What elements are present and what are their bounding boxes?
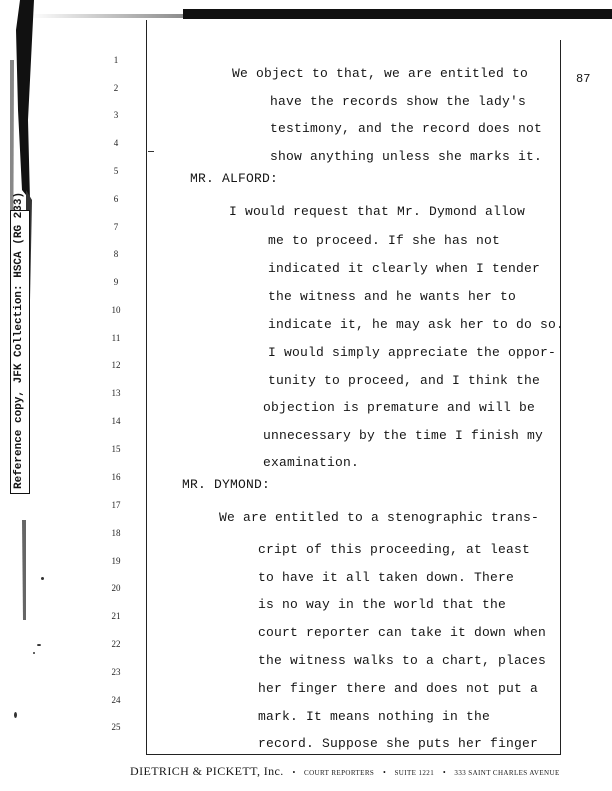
transcript-line: is no way in the world that the	[258, 597, 507, 612]
line-number: 14	[111, 416, 121, 426]
speaker-label: MR. ALFORD:	[190, 171, 279, 186]
transcript-line: objection is premature and will be	[263, 400, 536, 415]
line-number: 12	[111, 360, 121, 370]
transcript-line: cript of this proceeding, at least	[258, 542, 531, 557]
reference-copy-stamp: Reference copy, JFK Collection: HSCA (RG 233)	[10, 210, 30, 494]
transcript-line: her finger there and does not put a	[258, 681, 539, 696]
scan-top-bar	[183, 9, 612, 19]
transcript-line: testimony, and the record does not	[270, 121, 543, 136]
line-number: 8	[113, 249, 119, 259]
line-number: 24	[111, 695, 121, 705]
line-number: 9	[113, 277, 119, 287]
line-number: 16	[111, 472, 121, 482]
transcript-line: indicate it, he may ask her to do so.	[268, 317, 565, 332]
line-number: 1	[113, 55, 119, 65]
line-number: 13	[111, 388, 121, 398]
line-number: 21	[111, 611, 121, 621]
transcript-line: the witness walks to a chart, places	[258, 653, 547, 668]
margin-line-left	[146, 20, 147, 755]
line-number: 4	[113, 138, 119, 148]
bullet-separator: •	[382, 768, 386, 777]
transcript-line: unnecessary by the time I finish my	[263, 428, 544, 443]
transcript-line: record. Suppose she puts her finger	[258, 736, 539, 751]
transcript-line: show anything unless she marks it.	[270, 149, 543, 164]
line-number: 10	[111, 305, 121, 315]
transcript-line: the witness and he wants her to	[268, 289, 517, 304]
line-number: 2	[113, 83, 119, 93]
transcript-line: court reporter can take it down when	[258, 625, 547, 640]
bullet-separator: •	[442, 768, 446, 777]
court-reporter-footer	[130, 764, 560, 779]
transcript-line: We object to that, we are entitled to	[232, 66, 529, 81]
transcript-line: mark. It means nothing in the	[258, 709, 491, 724]
transcript-line: tunity to proceed, and I think the	[268, 373, 541, 388]
line-number: 11	[111, 333, 121, 343]
stray-mark	[148, 151, 154, 152]
margin-line-right	[560, 40, 561, 755]
page-number: 87	[576, 72, 591, 86]
line-number: 3	[113, 110, 119, 120]
bullet-separator: •	[292, 768, 296, 777]
margin-line-bottom	[146, 754, 561, 755]
line-number: 20	[111, 583, 121, 593]
transcript-line: I would request that Mr. Dymond allow	[229, 204, 526, 219]
transcript-line: to have it all taken down. There	[258, 570, 515, 585]
transcript-line: indicated it clearly when I tender	[268, 261, 541, 276]
line-number: 15	[111, 444, 121, 454]
firm-role: COURT REPORTERS	[304, 769, 375, 777]
scan-speck	[14, 712, 17, 718]
transcript-line: We are entitled to a stenographic trans-	[219, 510, 540, 525]
line-number: 19	[111, 556, 121, 566]
firm-name: DIETRICH & PICKETT, Inc.	[130, 764, 284, 778]
firm-address: 333 SAINT CHARLES AVENUE	[454, 769, 560, 777]
speaker-label: MR. DYMOND:	[182, 477, 271, 492]
line-number: 17	[111, 500, 121, 510]
transcript-line: me to proceed. If she has not	[268, 233, 501, 248]
transcript-line: examination.	[263, 455, 360, 470]
transcript-line: have the records show the lady's	[270, 94, 527, 109]
scan-top-fade	[30, 14, 183, 18]
scan-speck	[41, 577, 44, 580]
line-number: 7	[113, 222, 119, 232]
line-number: 6	[113, 194, 119, 204]
scan-speck	[37, 644, 41, 646]
transcript-line: I would simply appreciate the oppor-	[268, 345, 557, 360]
line-number: 18	[111, 528, 121, 538]
firm-suite: SUITE 1221	[394, 769, 435, 777]
line-number: 22	[111, 639, 121, 649]
line-number: 5	[113, 166, 119, 176]
scan-speck	[33, 652, 35, 654]
line-number: 23	[111, 667, 121, 677]
line-number: 25	[111, 722, 121, 732]
